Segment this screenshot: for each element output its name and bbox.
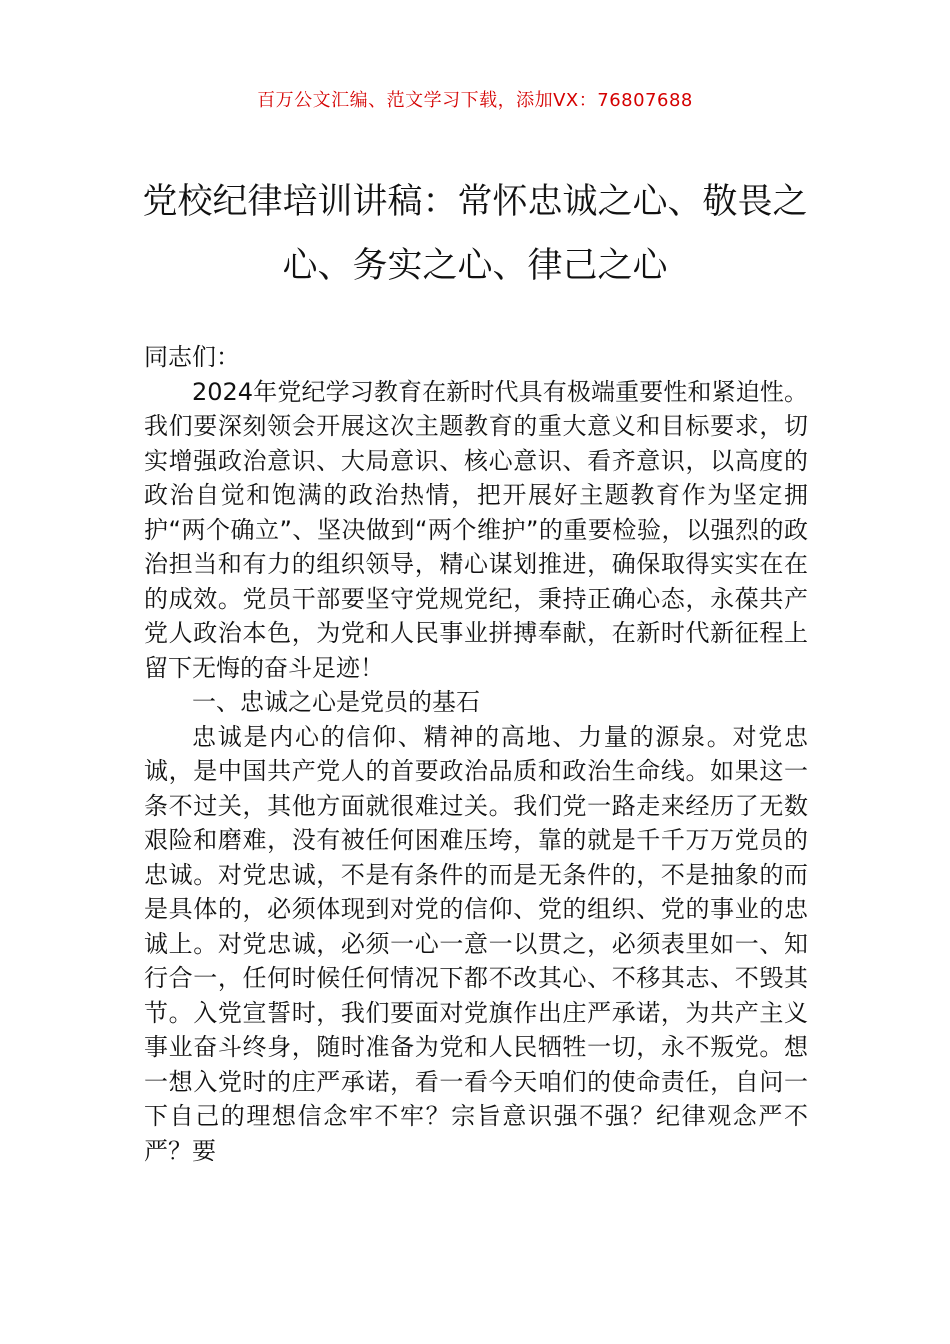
salutation: 同志们：: [144, 343, 240, 371]
document-title: 党校纪律培训讲稿：常怀忠诚之心、敬畏之心、务实之心、律己之心: [142, 182, 808, 286]
section-heading-1: 一、忠诚之心是党员的基石: [192, 688, 480, 716]
paragraph-intro: 2024年党纪学习教育在新时代具有极端重要性和紧迫性。我们要深刻领会开展这次主题教育的重大意义和目标要求，切实增强政治意识、大局意识、核心意识、看齐意识，以高度的政治自觉和饱满的政治热情，把开展好主题教育作为坚定拥护“两个确立”、坚决做到“两个维护”的重要检验，以强烈的政治担当和有力的组织领导，精心谋划推进，确保取得实实在在的成效。党员干部要坚守党规党纪，秉持正确心态，永葆共产党人政治本色，为党和人民事业拼搏奉献，在新时代新征程上留下无悔的奋斗足迹！: [144, 377, 808, 682]
promo-header-note: 百万公文汇编、范文学习下载，添加VX：76807688: [257, 90, 693, 111]
document-body: [144, 340, 808, 1168]
paragraph-loyalty: 忠诚是内心的信仰、精神的高地、力量的源泉。对党忠诚，是中国共产党人的首要政治品质和政治生命线。如果这一条不过关，其他方面就很难过关。我们党一路走来经历了无数艰险和磨难，没有被任何困难压垮，靠的就是千千万万党员的忠诚。对党忠诚，不是有条件的而是无条件的，不是抽象的而是具体的，必须体现到对党的信仰、党的组织、党的事业的忠诚上。对党忠诚，必须一心一意一以贯之，必须表里如一、知行合一，任何时候任何情况下都不改其心、不移其志、不毁其节。入党宣誓时，我们要面对党旗作出庄严承诺，为共产主义事业奋斗终身，随时准备为党和人民牺牲一切，永不叛党。想一想入党时的庄严承诺，看一看今天咱们的使命责任，自问一下自己的理想信念牢不牢？宗旨意识强不强？纪律观念严不严？要: [144, 722, 808, 1165]
